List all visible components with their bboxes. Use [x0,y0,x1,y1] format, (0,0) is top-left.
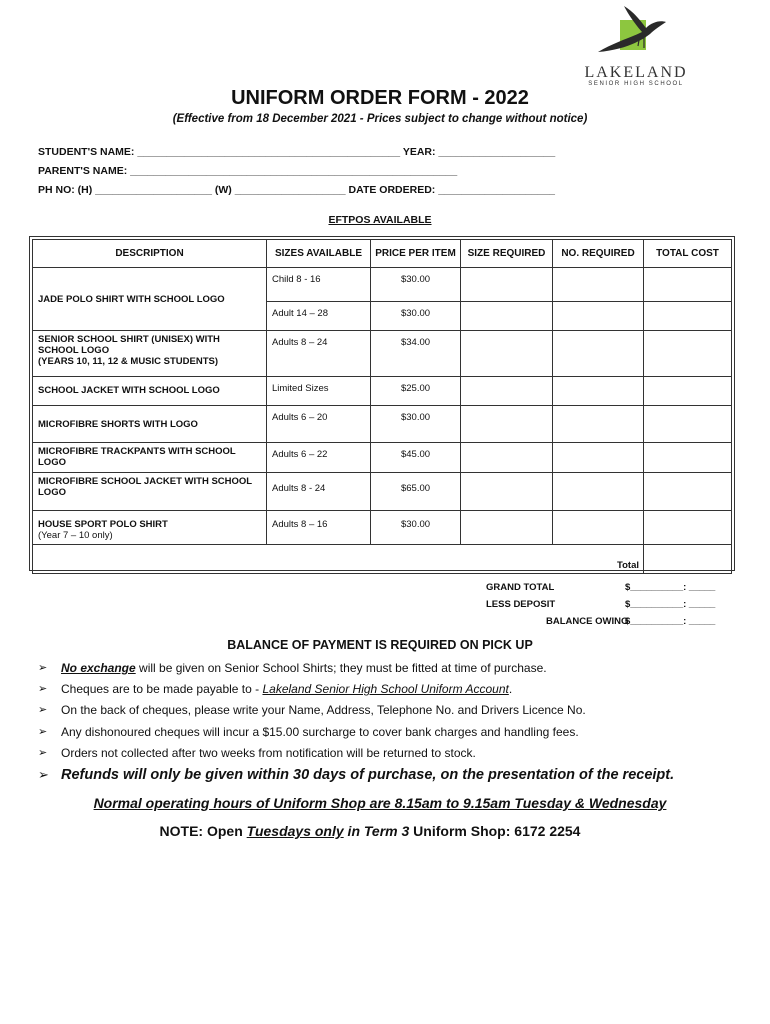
row-description: JADE POLO SHIRT WITH SCHOOL LOGO [33,268,267,331]
header-total-cost: TOTAL COST [644,240,732,268]
arrow-bullet-icon: ➢ [38,704,48,716]
row-description: SCHOOL JACKET WITH SCHOOL LOGO [33,377,267,406]
total-cost-input[interactable] [644,331,732,377]
row-price: $34.00 [371,331,461,377]
size-required-input[interactable] [461,302,553,331]
header-description: DESCRIPTION [33,240,267,268]
no-required-input[interactable] [553,302,644,331]
table-row [33,511,732,545]
no-required-input[interactable] [553,406,644,443]
table-row [33,377,732,406]
row-price: $30.00 [371,302,461,331]
total-cost-input[interactable] [644,268,732,302]
balance-owing-label: BALANCE OWING [546,616,629,627]
arrow-bullet-icon: ➢ [38,683,48,695]
size-required-input[interactable] [461,443,553,473]
order-table-frame [29,236,735,571]
form-title: UNIFORM ORDER FORM - 2022 [231,87,529,109]
no-required-input[interactable] [553,443,644,473]
shop-note: NOTE: Open Tuesdays only in Term 3 Uniform Shop: 6172 2254 [159,823,581,839]
row-description: MICROFIBRE TRACKPANTS WITH SCHOOL LOGO [33,443,267,473]
row-size: Adults 8 – 24 [267,331,371,377]
total-cost-input[interactable] [644,511,732,545]
row-size: Adult 14 – 28 [267,302,371,331]
row-size: Adults 8 - 24 [267,473,371,511]
student-name-year-field[interactable]: STUDENT'S NAME: _____________________________________________ YEAR: ____________________ [38,146,556,158]
row-price: $30.00 [371,511,461,545]
total-cost-input[interactable] [644,406,732,443]
arrow-bullet-icon: ➢ [38,662,48,674]
size-required-input[interactable] [461,331,553,377]
grand-total-field[interactable]: $__________: _____ [625,582,716,593]
order-table [32,239,732,574]
balance-heading: BALANCE OF PAYMENT IS REQUIRED ON PICK UP [227,638,533,652]
arrow-bullet-icon: ➢ [38,747,48,759]
row-size: Adults 6 – 20 [267,406,371,443]
size-required-input[interactable] [461,473,553,511]
no-required-input[interactable] [553,377,644,406]
row-size: Adults 6 – 22 [267,443,371,473]
form-subtitle: (Effective from 18 December 2021 - Prices subject to change without notice) [172,113,588,125]
size-required-input[interactable] [461,406,553,443]
row-size: Adults 8 – 16 [267,511,371,545]
balance-owing-field[interactable]: $__________: _____ [625,616,716,627]
no-required-input[interactable] [553,268,644,302]
no-required-input[interactable] [553,331,644,377]
table-row [33,406,732,443]
size-required-input[interactable] [461,268,553,302]
no-required-input[interactable] [553,473,644,511]
row-price: $25.00 [371,377,461,406]
row-price: $30.00 [371,268,461,302]
eftpos-notice: EFTPOS AVAILABLE [328,214,432,226]
row-price: $30.00 [371,406,461,443]
total-cost-input[interactable] [644,443,732,473]
row-size: Child 8 - 16 [267,268,371,302]
arrow-bullet-icon: ➢ [38,726,48,738]
grand-total-label: GRAND TOTAL [486,582,555,593]
table-row [33,473,732,511]
less-deposit-label: LESS DEPOSIT [486,599,556,610]
header-sizes: SIZES AVAILABLE [267,240,371,268]
table-row [33,443,732,473]
size-required-input[interactable] [461,511,553,545]
size-required-input[interactable] [461,377,553,406]
row-price: $45.00 [371,443,461,473]
header-price: PRICE PER ITEM [371,240,461,268]
row-description: MICROFIBRE SCHOOL JACKET WITH SCHOOL LOGO [33,473,267,511]
less-deposit-field[interactable]: $__________: _____ [625,599,716,610]
row-size: Limited Sizes [267,377,371,406]
total-cost-input[interactable] [644,302,732,331]
total-cost-input[interactable] [644,377,732,406]
logo-subtitle: SENIOR HIGH SCHOOL [588,81,684,87]
table-row [33,268,732,302]
row-description: MICROFIBRE SHORTS WITH LOGO [33,406,267,443]
row-description: SENIOR SCHOOL SHIRT (UNISEX) WITH SCHOOL LOGO (YEARS 10, 11, 12 & MUSIC STUDENTS) [33,331,267,377]
logo-name: LAKELAND [584,64,688,81]
row-price: $65.00 [371,473,461,511]
arrow-bullet-icon: ➢ [38,767,49,782]
phone-date-field[interactable]: PH NO: (H) ____________________ (W) ___________________ DATE ORDERED: ____________________ [38,184,555,196]
table-row [33,331,732,377]
no-required-input[interactable] [553,511,644,545]
account-name: Lakeland Senior High School Uniform Account [262,682,509,696]
header-size-required: SIZE REQUIRED [461,240,553,268]
row-description: HOUSE SPORT POLO SHIRT (Year 7 – 10 only) [33,511,267,545]
total-input[interactable] [644,545,732,574]
shop-hours: Normal operating hours of Uniform Shop are 8.15am to 9.15am Tuesday & Wednesday [93,795,667,811]
parent-name-field[interactable]: PARENT'S NAME: ________________________________________________________ [38,165,458,177]
header-no-required: NO. REQUIRED [553,240,644,268]
total-label: Total [33,545,644,574]
total-row [33,545,732,574]
total-cost-input[interactable] [644,473,732,511]
